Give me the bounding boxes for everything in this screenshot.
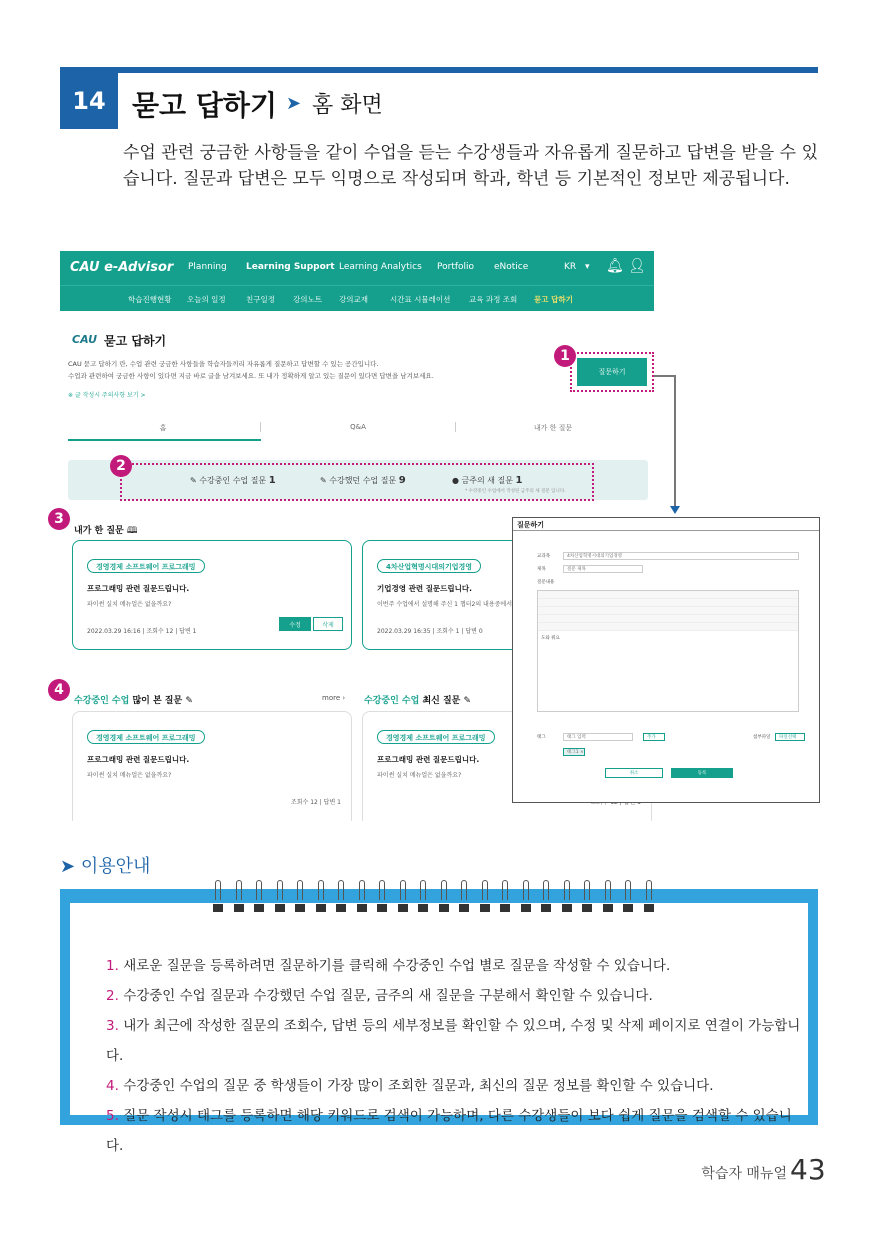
- page-number: 43: [790, 1153, 826, 1186]
- tab-divider: [455, 422, 456, 432]
- item-text: 수강중인 수업의 질문 중 학생들이 가장 많이 조회한 질문과, 최신의 질문 정보를 확인할 수 있습니다.: [123, 1078, 714, 1094]
- section-title: 묻고 답하기: [132, 89, 277, 122]
- section-number: 14: [60, 73, 118, 129]
- binder-ring-icon: [274, 880, 286, 914]
- editor-toolbar[interactable]: [538, 591, 798, 599]
- binder-ring-icon: [438, 880, 450, 914]
- binder-ring-icon: [294, 880, 306, 914]
- stat-label: 수강했던 수업 질문: [329, 476, 397, 485]
- guide-title: 이용안내: [80, 856, 151, 877]
- footer-label: 학습자 매뉴얼: [701, 1166, 787, 1182]
- card-meta: 2022.03.29 16:35 | 조회수 1 | 답변 0: [377, 628, 483, 635]
- list-item: [106, 1071, 808, 1101]
- delete-button[interactable]: 삭제: [313, 617, 343, 631]
- tag-input[interactable]: 태그 입력: [563, 733, 633, 741]
- item-text: 수강중인 수업 질문과 수강했던 수업 질문, 금주의 새 질문을 구분해서 확인할 수 있습니다.: [123, 988, 653, 1004]
- card-title: 기업경영 관련 질문드립니다.: [377, 584, 473, 593]
- tab-qna[interactable]: Q&A: [350, 423, 366, 431]
- guide-frame: [60, 889, 818, 1154]
- list-item: [106, 951, 808, 981]
- binder-ring-icon: [397, 880, 409, 914]
- sparkle-icon: ●: [452, 476, 462, 485]
- item-text: 질문 작성시 태그를 등록하면 해당 키워드로 검색이 가능하며, 다른 수강생들이 보다 쉽게 질문을 검색할 수 있습니다.: [106, 1108, 792, 1154]
- tab-home[interactable]: 홈: [159, 424, 167, 432]
- my-questions-heading: [74, 523, 138, 539]
- connector-line: [654, 375, 676, 377]
- tab-divider: [260, 422, 261, 432]
- binder-ring-icon: [376, 880, 388, 914]
- section-intro: 수업 관련 궁금한 사항들을 같이 수업을 듣는 수강생들과 자유롭게 질문하고 답변을 받을 수 있습니다. 질문과 답변은 모두 익명으로 작성되며 학과, 학년 등 기본적인 정보만 제공됩니다.: [123, 143, 818, 189]
- popup-divider: [513, 530, 819, 531]
- edit-icon: ✎: [463, 696, 472, 706]
- card-title: 프로그래밍 관련 질문드립니다.: [377, 755, 480, 764]
- ask-question-button[interactable]: 질문하기: [577, 358, 647, 386]
- item-text: 내가 최근에 작성한 질문의 조회수, 답변 등의 세부정보를 확인할 수 있으며, 수정 및 삭제 페이지로 연결이 가능합니다.: [106, 1018, 801, 1064]
- binder-ring-icon: [233, 880, 245, 914]
- nav-learning-support[interactable]: Learning Support: [246, 262, 335, 272]
- card-text: 이번주 수업에서 설명해 주신 1 챕터2의 내용중에서: [377, 601, 512, 608]
- latest-label: 최신 질문: [422, 696, 461, 706]
- section-top-rule: [60, 67, 818, 73]
- tab-my-questions[interactable]: 내가 한 질문: [533, 424, 573, 432]
- binder-ring-icon: [335, 880, 347, 914]
- edit-icon: ✎: [190, 476, 200, 485]
- list-item: [106, 1011, 808, 1071]
- binder-ring-icon: [499, 880, 511, 914]
- editor-content[interactable]: 도와 줘요: [541, 636, 560, 641]
- course-select[interactable]: 4차산업혁명시대의기업경영: [563, 552, 799, 560]
- stat-current-questions[interactable]: [190, 475, 276, 486]
- arrow-right-icon: ➤: [60, 856, 76, 877]
- editor-toolbar[interactable]: [538, 615, 798, 623]
- stat-note: * 수강중인 수업에서 작성된 금주의 새 질문 입니다.: [465, 489, 566, 494]
- editor-toolbar[interactable]: [538, 623, 798, 631]
- callout-badge-2: 2: [110, 455, 132, 477]
- edit-icon: ✎: [185, 696, 193, 706]
- most-viewed-label: 많이 본 질문: [132, 696, 183, 706]
- subject-input[interactable]: 질문 제목: [563, 565, 643, 573]
- editor-toolbar[interactable]: [538, 607, 798, 615]
- stat-past-questions[interactable]: [320, 475, 406, 486]
- tag-chip[interactable]: 태그1 ×: [563, 748, 585, 756]
- course-pill: 경영경제 소프트웨어 프로그래밍: [87, 559, 205, 573]
- popup-title: 질문하기: [517, 521, 545, 529]
- subnav-textbooks[interactable]: 강의교재: [339, 295, 368, 304]
- page-desc-line2: 수업과 관련하여 궁금한 사항이 있다면 지금 바로 글을 남겨보세요. 또 내가 정확하게 알고 있는 질문이 있다면 답변을 남겨보세요.: [68, 372, 434, 380]
- most-viewed-heading: [74, 693, 193, 706]
- caution-link[interactable]: ※ 글 작성시 주의사항 보기 >: [68, 392, 146, 399]
- course-pill: 4차산업혁명시대의기업경영: [377, 559, 481, 573]
- binder-ring-icon: [602, 880, 614, 914]
- guide-list: [106, 951, 808, 1161]
- binder-ring-icon: [643, 880, 655, 914]
- tab-bar: [68, 417, 648, 441]
- binder-ring-icon: [315, 880, 327, 914]
- ask-question-popup: [512, 517, 820, 803]
- book-icon: 🕮: [126, 526, 138, 536]
- item-number: 3.: [106, 1018, 119, 1034]
- binder-ring-icon: [540, 880, 552, 914]
- latest-heading: [364, 693, 471, 706]
- course-label: 교과목: [537, 554, 551, 559]
- item-text: 새로운 질문을 등록하려면 질문하기를 클릭해 수강중인 수업 별로 질문을 작성할 수 있습니다.: [123, 958, 671, 974]
- page-description: [68, 358, 588, 382]
- stat-label: 금주의 새 질문: [461, 476, 513, 485]
- card-text: 파이썬 실치 메뉴얼은 없을까요?: [87, 601, 172, 608]
- card-title: 프로그래밍 관련 질문드립니다.: [87, 584, 190, 593]
- stat-value: 9: [398, 475, 406, 486]
- course-pill: 경영경제 소프트웨어 프로그래밍: [377, 730, 495, 744]
- subnav-curriculum[interactable]: 교육 과정 조회: [469, 295, 518, 304]
- subnav-notes[interactable]: 강의노트: [293, 295, 322, 304]
- binder-ring-icon: [417, 880, 429, 914]
- bell-icon[interactable]: 🔔︎: [606, 258, 624, 274]
- binder-ring-icon: [561, 880, 573, 914]
- more-link[interactable]: more ›: [322, 694, 346, 702]
- attach-label: 첨부파일: [753, 735, 771, 740]
- content-label: 질문내용: [537, 580, 555, 585]
- edit-icon: ✎: [320, 476, 330, 485]
- card-text: 파이썬 실치 메뉴얼은 없을까요?: [377, 772, 462, 779]
- subnav-progress[interactable]: 학습진행현황: [128, 295, 172, 304]
- binder-ring-icon: [356, 880, 368, 914]
- stat-value: 1: [268, 475, 276, 486]
- stat-label: 수강중인 수업 질문: [199, 476, 267, 485]
- content-editor[interactable]: [537, 590, 799, 712]
- my-questions-label: 내가 한 질문: [74, 526, 124, 536]
- binder-ring-icon: [253, 880, 265, 914]
- callout-badge-3: 3: [48, 508, 70, 530]
- item-number: 2.: [106, 988, 119, 1004]
- tag-label: 태그: [537, 735, 546, 740]
- most-viewed-prefix: 수강중인 수업: [74, 696, 130, 706]
- item-number: 5.: [106, 1108, 119, 1124]
- cau-logo: CAU: [72, 333, 98, 346]
- nav-enotice[interactable]: eNotice: [494, 262, 529, 272]
- language-select[interactable]: KR: [564, 262, 577, 272]
- card-meta: 조회수 12 | 답변 1: [290, 799, 341, 806]
- stat-value: 1: [515, 475, 523, 486]
- guide-heading: [60, 852, 150, 878]
- user-icon[interactable]: 👤︎: [628, 258, 646, 274]
- attach-button[interactable]: 파일선택: [775, 733, 805, 741]
- app-logo: CAU e-Advisor: [70, 260, 174, 275]
- binder-rings: [212, 880, 662, 914]
- card-title: 프로그래밍 관련 질문드립니다.: [87, 755, 190, 764]
- callout-badge-1: 1: [554, 345, 576, 367]
- sub-nav: [60, 285, 654, 311]
- arrow-right-icon: ➤: [286, 93, 302, 114]
- cancel-button[interactable]: 취소: [605, 768, 663, 778]
- list-item: [106, 981, 808, 1011]
- section-subtitle: 홈 화면: [312, 93, 383, 118]
- binder-ring-icon: [479, 880, 491, 914]
- item-number: 4.: [106, 1078, 119, 1094]
- guide-panel: [70, 903, 808, 1154]
- binder-ring-icon: [622, 880, 634, 914]
- my-question-card[interactable]: [72, 540, 352, 650]
- edit-button[interactable]: 수정: [279, 617, 311, 631]
- nav-learning-analytics[interactable]: Learning Analytics: [339, 262, 422, 272]
- card-meta: 2022.03.29 16:16 | 조회수 12 | 답변 1: [87, 628, 197, 635]
- stat-new-questions[interactable]: [452, 475, 523, 486]
- subnav-friends[interactable]: 친구일정: [246, 295, 275, 304]
- tag-add-button[interactable]: 추가: [643, 733, 665, 741]
- list-item: [106, 1101, 808, 1161]
- connector-line: [674, 375, 676, 509]
- binder-ring-icon: [520, 880, 532, 914]
- list-question-card[interactable]: [72, 711, 352, 821]
- subnav-qna[interactable]: 묻고 답하기: [534, 295, 573, 304]
- page-title: 묻고 답하기: [104, 334, 167, 348]
- subnav-today[interactable]: 오늘의 일정: [187, 295, 226, 304]
- top-nav: [60, 251, 654, 285]
- latest-prefix: 수강중인 수업: [364, 696, 420, 706]
- active-tab-underline: [68, 439, 261, 441]
- nav-planning[interactable]: Planning: [188, 262, 227, 272]
- binder-ring-icon: [212, 880, 224, 914]
- binder-ring-icon: [458, 880, 470, 914]
- editor-toolbar[interactable]: [538, 599, 798, 607]
- binder-ring-icon: [581, 880, 593, 914]
- nav-portfolio[interactable]: Portfolio: [437, 262, 475, 272]
- submit-button[interactable]: 등록: [671, 768, 733, 778]
- course-pill: 경영경제 소프트웨어 프로그래밍: [87, 730, 205, 744]
- item-number: 1.: [106, 958, 119, 974]
- subnav-timetable[interactable]: 시간표 시뮬레이션: [390, 295, 451, 304]
- arrow-down-icon: [670, 506, 680, 514]
- callout-badge-4: 4: [48, 679, 70, 701]
- card-text: 파이썬 실치 메뉴얼은 없을까요?: [87, 772, 172, 779]
- chevron-down-icon[interactable]: ▾: [585, 262, 590, 272]
- page-desc-line1: CAU 묻고 답하기 란, 수업 관련 궁금한 사항들을 학습자들끼리 자유롭게 질문하고 답변할 수 있는 공간입니다.: [68, 360, 379, 368]
- subject-label: 제목: [537, 567, 546, 572]
